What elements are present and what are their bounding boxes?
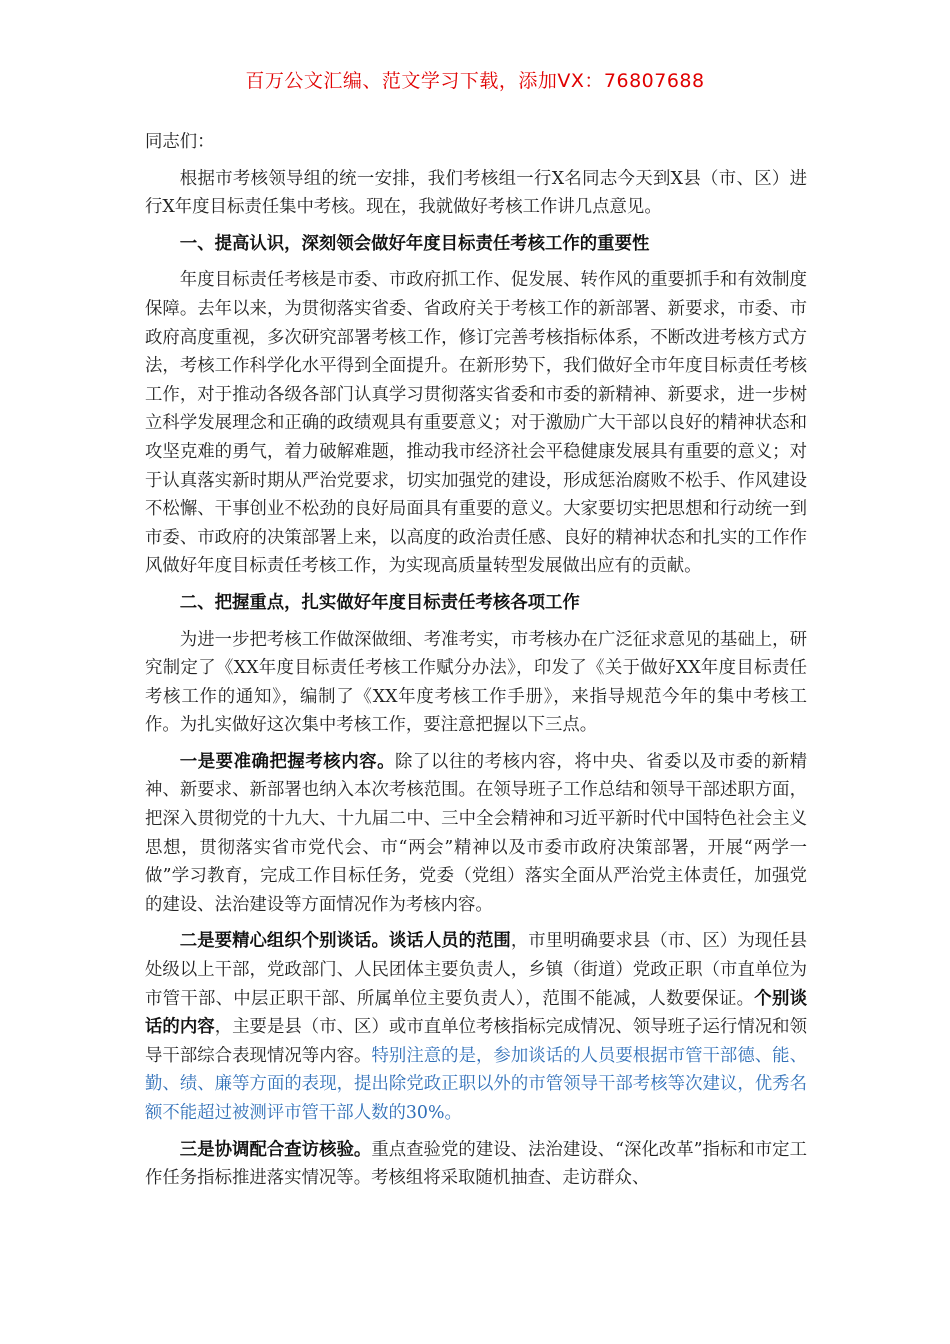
point-1-paragraph xyxy=(145,748,807,920)
point-1-body: 除了以往的考核内容，将中央、省委以及市委的新精神、新要求、新部署也纳入本次考核范围。在领导班子工作总结和领导干部述职方面，把深入贯彻党的十九大、十九届二中、三中全会精神和习近平新时代中国特色社会主义思想，贯彻落实省市党代会、市“两会”精神以及市委市政府决策部署，开展“两学一做”学习教育，完成工作目标任务，党委（党组）落实全面从严治党主体责任，加强党的建设、法治建设等方面情况作为考核内容。 xyxy=(145,751,807,915)
intro-paragraph: 根据市考核领导组的统一安排，我们考核组一行X名同志今天到X县（市、区）进行X年度目标责任集中考核。现在，我就做好考核工作讲几点意见。 xyxy=(145,168,807,218)
point-2-body-2: ，主要是县（市、区）或市直单位考核指标完成情况、领导班子运行情况和领导干部综合表现情况等内容。 xyxy=(145,1017,807,1066)
point-2-body-1: ，市里明确要求县（市、区）为现任县处级以上干部，党政部门、人民团体主要负责人，乡镇（街道）党政正职（市直单位为市管干部、中层正职干部、所属单位主要负责人），范围不能减，人数要保证。 xyxy=(145,931,807,1009)
point-2-lead: 二是要精心组织个别谈话。 xyxy=(179,931,389,952)
speech-body xyxy=(145,128,807,1201)
section-1-paragraph: 年度目标责任考核是市委、市政府抓工作、促发展、转作风的重要抓手和有效制度保障。去年以来，为贯彻落实省委、省政府关于考核工作的新部署、新要求，市委、市政府高度重视，多次研究部署考核工作，修订完善考核指标体系，不断改进考核方式方法，考核工作科学化水平得到全面提升。在新形势下，我们做好全市年度目标责任考核工作，对于推动各级各部门认真学习贯彻落实省委和市委的新精神、新要求，进一步树立科学发展理念和正确的政绩观具有重要意义；对于激励广大干部以良好的精神状态和攻坚克难的勇气，着力破解难题，推动我市经济社会平稳健康发展具有重要的意义；对于认真落实新时期从严治党要求，切实加强党的建设，形成惩治腐败不松手、作风建设不松懈、干事创业不松劲的良好局面具有重要的意义。大家要切实把思想和行动统一到市委、市政府的决策部署上来，以高度的政治责任感、良好的精神状态和扎实的工作作风做好年度目标责任考核工作，为实现高质量转型发展做出应有的贡献。 xyxy=(145,270,807,577)
greeting: 同志们： xyxy=(145,132,215,152)
point-2-subhead-1: 谈话人员的范围 xyxy=(388,931,511,952)
download-banner: 百万公文汇编、范文学习下载，添加VX：76807688 xyxy=(245,70,705,92)
section-heading-2: 二、把握重点，扎实做好年度目标责任考核各项工作 xyxy=(179,592,580,613)
point-2-paragraph xyxy=(145,927,807,1127)
point-3-lead: 三是协调配合查访核验。 xyxy=(179,1139,372,1160)
point-3-paragraph xyxy=(145,1136,807,1193)
point-3-body: 重点查验党的建设、法治建设、“深化改革”指标和市定工作任务指标推进落实情况等。考核组将采取随机抽查、走访群众、 xyxy=(145,1139,807,1189)
section-2-paragraph: 为进一步把考核工作做深做细、考准考实，市考核办在广泛征求意见的基础上，研究制定了《XX年度目标责任考核工作赋分办法》，印发了《关于做好XX年度目标责任考核工作的通知》，编制了《XX年度考核工作手册》，来指导规范今年的集中考核工作。为扎实做好这次集中考核工作，要注意把握以下三点。 xyxy=(145,629,807,736)
point-2-highlight-note: 特别注意的是，参加谈话的人员要根据市管干部德、能、勤、绩、廉等方面的表现，提出除党政正职以外的市管领导干部考核等次建议，优秀名额不能超过被测评市管干部人数的30%。 xyxy=(145,1045,807,1123)
point-1-lead: 一是要准确把握考核内容。 xyxy=(179,751,396,772)
point-2-subhead-2: 个别谈话的内容 xyxy=(145,988,807,1038)
section-heading-1: 一、提高认识，深刻领会做好年度目标责任考核工作的重要性 xyxy=(179,233,650,254)
